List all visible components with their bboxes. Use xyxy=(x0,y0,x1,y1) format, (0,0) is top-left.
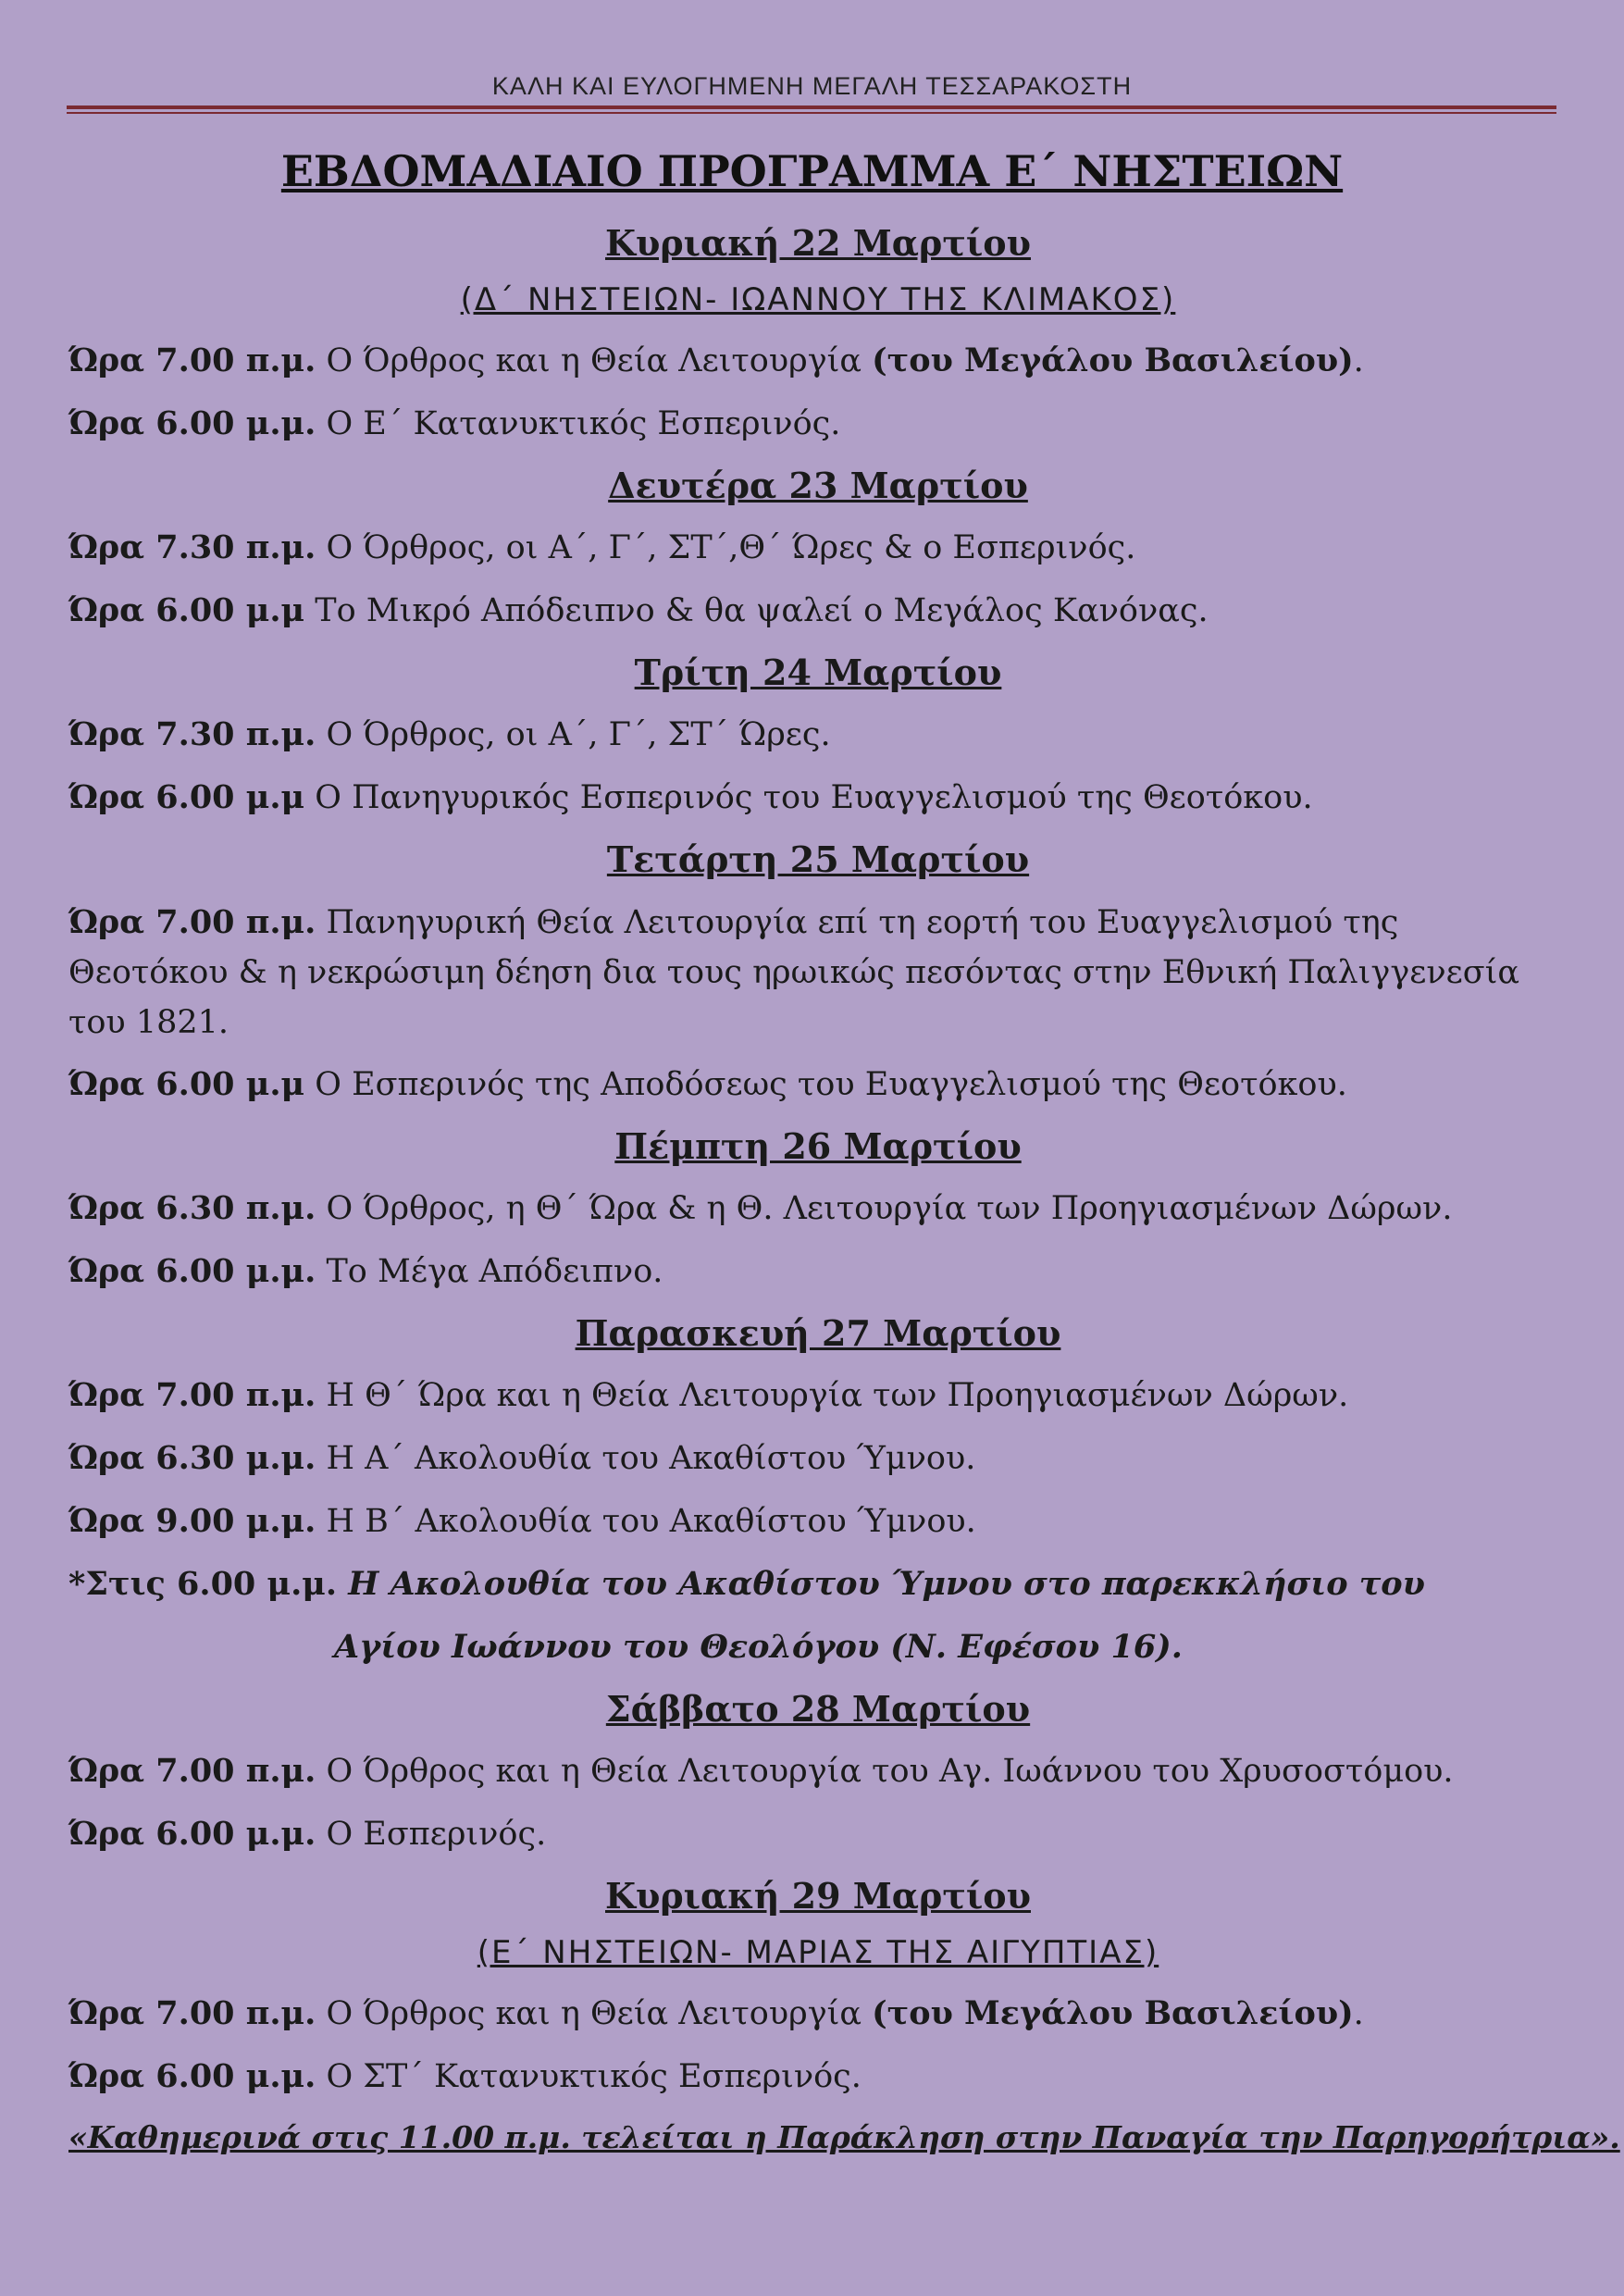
entry-time: Ώρα 6.00 μ.μ xyxy=(68,778,305,816)
entry-text: Η Α΄ Ακολουθία του Ακαθίστου Ύμνου. xyxy=(316,1440,976,1477)
entry-time: Ώρα 6.00 μ.μ. xyxy=(68,1252,316,1290)
schedule-note-continued: Αγίου Ιωάννου του Θεολόγου (Ν. Εφέσου 16). xyxy=(334,1628,1183,1666)
day-heading: Παρασκευή 27 Μαρτίου xyxy=(575,1312,1061,1354)
entry-time: Ώρα 6.00 μ.μ xyxy=(68,591,305,629)
schedule-entry xyxy=(68,1490,1568,1553)
schedule-entry xyxy=(68,1740,1568,1803)
header-rule xyxy=(67,105,1556,109)
schedule-entry xyxy=(68,1982,1568,2045)
day-heading: Πέμπτη 26 Μαρτίου xyxy=(614,1125,1022,1167)
entry-time: Ώρα 7.30 π.μ. xyxy=(68,528,316,566)
day-heading: Τετάρτη 25 Μαρτίου xyxy=(606,838,1030,880)
daily-note-footer: «Καθημερινά στις 11.00 π.μ. τελείται η Παράκληση στην Παναγία την Παρηγορήτρια». xyxy=(68,2119,1620,2155)
entry-text: Ο Όρθρος και η Θεία Λειτουργία xyxy=(316,1995,873,2032)
day-subheading: (Δ΄ ΝΗΣΤΕΙΩΝ- ΙΩΑΝΝΟΥ ΤΗΣ ΚΛΙΜΑΚΟΣ) xyxy=(460,281,1176,318)
entry-text: Η Β΄ Ακολουθία του Ακαθίστου Ύμνου. xyxy=(316,1503,976,1540)
entry-text: Ο Όρθρος, οι Α΄, Γ΄, ΣΤ΄,Θ΄ Ώρες & ο Εσπερινός. xyxy=(316,529,1136,566)
entry-text: Η Θ΄ Ώρα και η Θεία Λειτουργία των Προηγιασμένων Δώρων. xyxy=(316,1377,1349,1414)
entry-time: Ώρα 7.00 π.μ. xyxy=(68,1752,316,1790)
entry-text: Ο Εσπερινός της Αποδόσεως του Ευαγγελισμού της Θεοτόκου. xyxy=(304,1066,1347,1103)
entry-time: Ώρα 6.00 μ.μ. xyxy=(68,1815,316,1853)
schedule-note xyxy=(68,1553,1568,1616)
schedule-entry xyxy=(68,1803,1568,1866)
entry-time: Ώρα 6.30 μ.μ. xyxy=(68,1439,316,1477)
entry-end: . xyxy=(1353,342,1364,379)
entry-time: Ώρα 9.00 μ.μ. xyxy=(68,1502,316,1540)
entry-text: Ο Ε΄ Κατανυκτικός Εσπερινός. xyxy=(316,405,841,442)
entry-time: Ώρα 7.00 π.μ. xyxy=(68,903,316,941)
entry-time: Ώρα 6.00 μ.μ xyxy=(68,1065,305,1103)
entry-time: Ώρα 6.00 μ.μ. xyxy=(68,404,316,442)
schedule-entry xyxy=(68,890,1568,1053)
day-heading: Κυριακή 29 Μαρτίου xyxy=(605,1875,1031,1917)
entry-time: Ώρα 6.30 π.μ. xyxy=(68,1189,316,1227)
day-heading: Σάββατο 28 Μαρτίου xyxy=(605,1688,1031,1730)
entry-text: Ο Πανηγυρικός Εσπερινός του Ευαγγελισμού της Θεοτόκου. xyxy=(304,779,1313,816)
schedule-entry xyxy=(68,1427,1568,1490)
schedule-entry xyxy=(68,1053,1568,1116)
entry-bold-text: (του Μεγάλου Βασιλείου) xyxy=(872,1994,1354,2032)
schedule-entry xyxy=(68,392,1568,455)
entry-bold-text: (του Μεγάλου Βασιλείου) xyxy=(872,341,1354,379)
entry-time: Ώρα 6.00 μ.μ. xyxy=(68,2057,316,2095)
entry-text: Το Μικρό Απόδειπνο & θα ψαλεί ο Μεγάλος Κανόνας. xyxy=(304,592,1209,629)
entry-time: Ώρα 7.00 π.μ. xyxy=(68,341,316,379)
schedule-entry xyxy=(68,579,1568,642)
schedule-entry xyxy=(68,2045,1568,2108)
entry-time: Ώρα 7.00 π.μ. xyxy=(68,1994,316,2032)
schedule-entry xyxy=(68,1240,1568,1303)
day-heading: Κυριακή 22 Μαρτίου xyxy=(605,222,1031,264)
entry-text: Ο Όρθρος και η Θεία Λειτουργία του Αγ. Ιωάννου του Χρυσοστόμου. xyxy=(316,1753,1454,1790)
entry-text: Ο Όρθρος, οι Α΄, Γ΄, ΣΤ΄ Ώρες. xyxy=(316,716,831,753)
schedule-entry xyxy=(68,516,1568,579)
schedule-entry xyxy=(68,1177,1568,1240)
schedule-entry xyxy=(68,329,1568,392)
entry-time: Ώρα 7.00 π.μ. xyxy=(68,1376,316,1414)
entry-text: Ο Όρθρος και η Θεία Λειτουργία xyxy=(316,342,873,379)
schedule-entry xyxy=(68,703,1568,766)
day-heading: Τρίτη 24 Μαρτίου xyxy=(634,652,1002,693)
entry-text: Πανηγυρική Θεία Λειτουργία επί τη εορτή του Ευαγγελισμού της Θεοτόκου & η νεκρώσιμη δέηση δια τους ηρωικώς πεσόντας στην Εθνική Παλιγγενεσία του 1821. xyxy=(68,904,1520,1041)
entry-text: Ο ΣΤ΄ Κατανυκτικός Εσπερινός. xyxy=(316,2058,862,2095)
day-heading: Δευτέρα 23 Μαρτίου xyxy=(608,465,1028,506)
entry-text: Ο Όρθρος, η Θ΄ Ώρα & η Θ. Λειτουργία των Προηγιασμένων Δώρων. xyxy=(316,1190,1453,1227)
entry-text: Το Μέγα Απόδειπνο. xyxy=(316,1253,663,1290)
schedule-entry xyxy=(68,766,1568,829)
entry-end: . xyxy=(1353,1995,1364,2032)
page-header: ΚΑΛΗ ΚΑΙ ΕΥΛΟΓΗΜΕΝΗ ΜΕΓΑΛΗ ΤΕΣΣΑΡΑΚΟΣΤΗ xyxy=(491,72,1133,100)
schedule-entry xyxy=(68,1364,1568,1427)
header-rule-thin xyxy=(67,112,1556,114)
entry-time: Ώρα 7.30 π.μ. xyxy=(68,715,316,753)
schedule xyxy=(68,213,1620,2167)
note-text: Η Ακολουθία του Ακαθίστου Ύμνου στο παρεκκλήσιο του xyxy=(337,1565,1425,1603)
page-title: ΕΒΔΟΜΑΔΙΑΙΟ ΠΡΟΓΡΑΜΜΑ Ε΄ ΝΗΣΤΕΙΩΝ xyxy=(280,146,1344,196)
note-prefix: *Στις 6.00 μ.μ. xyxy=(68,1565,338,1603)
entry-text: Ο Εσπερινός. xyxy=(316,1816,547,1853)
day-subheading: (Ε΄ ΝΗΣΤΕΙΩΝ- ΜΑΡΙΑΣ ΤΗΣ ΑΙΓΥΠΤΙΑΣ) xyxy=(477,1934,1159,1971)
